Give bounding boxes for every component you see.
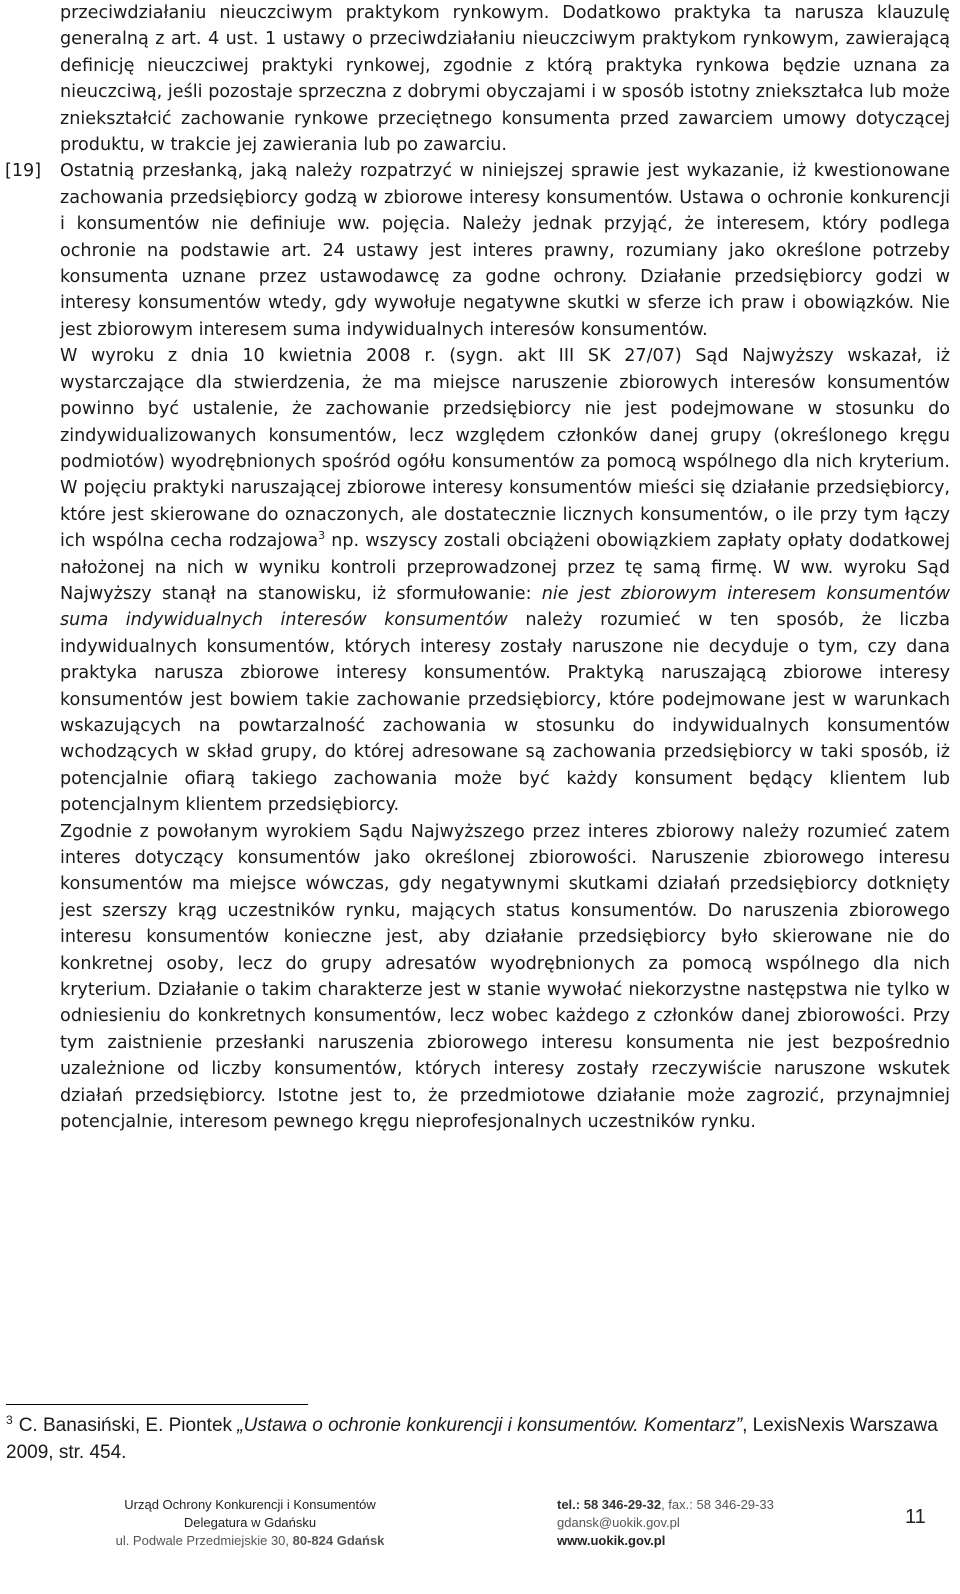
paragraph-19-text: Ostatnią przesłanką, jaką należy rozpatrzyć w niniejszej sprawie jest wykazanie, iż kwestionowane zachowania przedsiębiorcy godzą w zbiorowe interesy konsumentów. Ustawa o ochronie konkurencji i konsumentów nie definiuje ww. pojęcia. Należy jednak przyjąć, że interesem, który podlega ochronie na podstawie art. 24 ustawy jest interes prawny, rozumiany jako określone potrzeby konsumenta uznane przez ustawodawcę za godne ochrony. Działanie przedsiębiorcy godzi w interesy konsumentów wtedy, gdy wywołuje negatywne skutki w sferze ich praw i obowiązków. Nie jest zbiorowym interesem suma indywidualnych interesów konsumentów. (60, 161, 950, 340)
paragraph-intro: przeciwdziałaniu nieuczciwym praktykom rynkowym. Dodatkowo praktyka ta narusza klauzulę generalną z art. 4 ust. 1 ustawy o przeciwdziałaniu nieuczciwym praktykom rynkowym, zawierającą definicję nieuczciwej praktyki rynkowej, zgodnie z którą praktyka rynkowa będzie uznana za nieuczciwą, jeśli pozostaje sprzeczna z dobrymi obyczajami i w sposób istotny zniekształca lub może zniekształcić zachowanie rynkowe przeciętnego konsumenta przed zawarciem umowy dotyczącej produktu, w trakcie jej zawierania lub po zawarciu. (60, 3, 950, 156)
footer-branch: Delegatura w Gdańsku (183, 1515, 317, 1530)
paragraph-number: [19] (5, 161, 42, 182)
footnote-divider (6, 1404, 308, 1405)
footer-tel-label: tel.: (557, 1497, 584, 1512)
footnote-author: C. Banasiński, E. Piontek (18, 1415, 238, 1436)
footer-street-line (100, 1532, 400, 1550)
document-body (5, 0, 950, 1135)
footnote-reference[interactable]: 3 (318, 529, 326, 543)
footer-website[interactable]: www.uokik.gov.pl (557, 1533, 666, 1548)
footer-office: Urząd Ochrony Konkurencji i Konsumentów (124, 1497, 376, 1512)
footnote-publisher: , LexisNexis Warszawa 2009, str. 454. (6, 1415, 938, 1463)
footer-phone-line (557, 1496, 817, 1514)
footer-zip: 80-824 Gdańsk (292, 1533, 385, 1548)
footer-address (100, 1496, 400, 1550)
quoted-phrase: nie jest zbiorowym interesem konsumentów suma indywidualnych interesów konsumentów (60, 583, 950, 631)
footer-tel: 58 346-29-32 (583, 1497, 662, 1512)
footnote-title: „Ustawa o ochronie konkurencji i konsumentów. Komentarz” (237, 1415, 743, 1436)
paragraph-judgment (60, 343, 950, 818)
paragraph-19 (5, 158, 950, 343)
footer-fax-label: , fax.: (661, 1497, 697, 1512)
footer-street: ul. Podwale Przedmiejskie 30, (115, 1533, 293, 1548)
paragraph-judgment-part-b: np. wszyscy zostali obciążeni obowiązkiem zapłaty opłaty dodatkowej nałożonej na nich w wyniku kontroli przeprowadzonej przez tę samą firmę. W ww. wyroku Sąd Najwyższy stanął na stanowisku, iż sformułowanie: (60, 531, 950, 604)
footnote-number: 3 (6, 1412, 13, 1427)
footnote (6, 1412, 950, 1466)
footer-fax: 58 346-29-33 (696, 1497, 774, 1512)
paragraph-judgment-part-c: należy rozumieć w ten sposób, że liczba indywidualnych konsumentów, których interesy zostały naruszone nie decyduje o tym, czy dana praktyka narusza zbiorowe interesy konsumentów. Praktyką naruszającą zbiorowe interesy konsumentów jest bowiem takie zachowanie przedsiębiorcy, które podejmowane jest w warunkach wskazujących na powtarzalność zachowania w stosunku do indywidualnych konsumentów wchodzących w skład grupy, do której adresowane są zachowania przedsiębiorcy w taki sposób, iż potencjalnie ofiarą takiego zachowania może być każdy konsument będący klientem lub potencjalnym klientem przedsiębiorcy. (60, 610, 950, 816)
paragraph-judgment-part-a: W wyroku z dnia 10 kwietnia 2008 r. (sygn. akt III SK 27/07) Sąd Najwyższy wskazał, iż wystarczające dla stwierdzenia, że ma miejsce naruszenie zbiorowych interesów konsumentów powinno być ustalenie, że zachowanie przedsiębiorcy nie jest podejmowane w stosunku do zindywidualizowanych konsumentów, lecz względem członków danej grupy (określonego kręgu podmiotów) wyodrębnionych spośród ogółu konsumentów za pomocą wspólnego dla nich kryterium. W pojęciu praktyki naruszającej zbiorowe interesy konsumentów mieści się działanie przedsiębiorcy, które jest skierowane do oznaczonych, ale dostatecznie licznych konsumentów, o ile przy tym łączy ich wspólna cecha rodzajowa (60, 346, 950, 552)
footer-email[interactable]: gdansk@uokik.gov.pl (557, 1515, 680, 1530)
page-footer (0, 1496, 960, 1556)
footer-contact (557, 1496, 817, 1550)
paragraph-collective-interest: Zgodnie z powołanym wyrokiem Sądu Najwyższego przez interes zbiorowy należy rozumieć zatem interes dotyczący konsumentów jako określonej zbiorowości. Naruszenie zbiorowego interesu konsumentów ma miejsce wówczas, gdy negatywnymi skutkami działań przedsiębiorcy dotknięty jest szerszy krąg uczestników rynku, mających status konsumentów. Do naruszenia zbiorowego interesu konsumentów konieczne jest, aby działanie przedsiębiorcy było skierowane nie do konkretnej osoby, lecz do grupy adresatów wyodrębnionych za pomocą wspólnego dla nich kryterium. Działanie o takim charakterze jest w stanie wywołać niekorzystne następstwa nie tylko w odniesieniu do konkretnych konsumentów, lecz wobec każdego z członków danej zbiorowości. Przy tym zaistnienie przesłanki naruszenia zbiorowego interesu konsumenta nie jest bezpośrednio uzależnione od liczby konsumentów, których interesy zostały rzeczywiście naruszone wskutek działań przedsiębiorcy. Istotne jest to, że przedmiotowe działanie może zagrozić, przynajmniej potencjalnie, interesom pewnego kręgu nieprofesjonalnych uczestników rynku. (60, 821, 950, 1133)
page-number: 11 (905, 1506, 926, 1528)
